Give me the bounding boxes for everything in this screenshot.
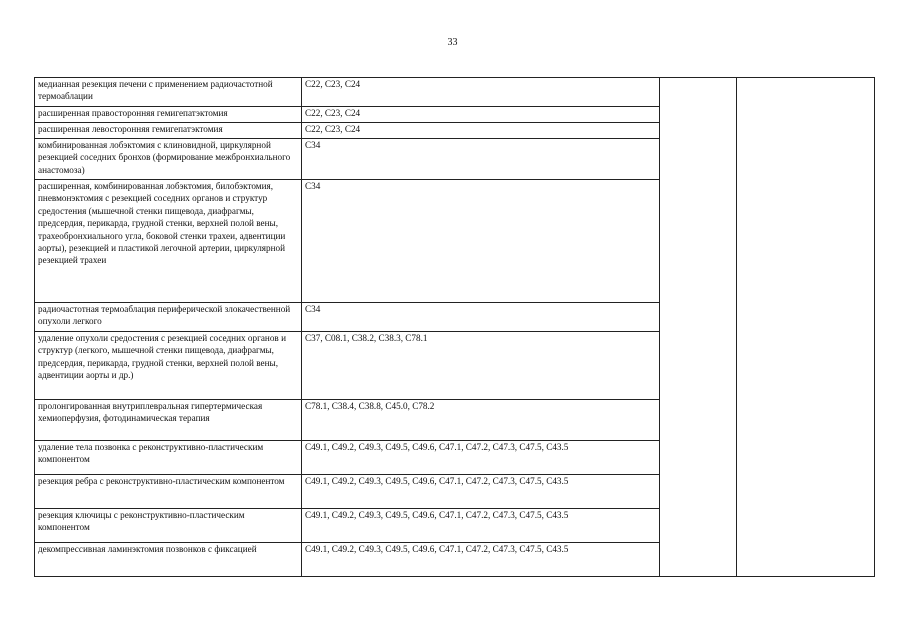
codes-cell (302, 475, 660, 509)
codes-cell (302, 78, 660, 107)
codes-cell (302, 123, 660, 139)
procedure-cell (35, 123, 302, 139)
procedure-cell (35, 475, 302, 509)
procedure-cell (35, 180, 302, 303)
diagnosis-codes: C78.1, C38.4, C38.8, C45.0, C78.2 (305, 401, 435, 411)
diagnosis-codes: C34 (305, 140, 321, 150)
codes-cell (302, 400, 660, 441)
procedure-cell (35, 332, 302, 400)
procedure-text: расширенная левосторонняя гемигепатэктомия (38, 124, 223, 134)
diagnosis-codes: C49.1, C49.2, C49.3, C49.5, C49.6, C47.1, C47.2, C47.3, C47.5, C43.5 (305, 544, 569, 554)
diagnosis-codes: C22, C23, C24 (305, 108, 361, 118)
procedure-text: декомпрессивная ламинэктомия позвонков с фиксацией (38, 544, 257, 554)
diagnosis-codes: C49.1, C49.2, C49.3, C49.5, C49.6, C47.1, C47.2, C47.3, C47.5, C43.5 (305, 510, 569, 520)
procedure-text: расширенная правосторонняя гемигепатэктомия (38, 108, 228, 118)
procedure-text: резекция ребра с реконструктивно-пластическим компонентом (38, 476, 285, 486)
procedure-cell (35, 107, 302, 123)
procedure-text: резекция ключицы с реконструктивно-пластическим компонентом (38, 510, 245, 533)
procedure-cell (35, 400, 302, 441)
codes-cell (302, 107, 660, 123)
codes-cell (302, 180, 660, 303)
procedure-cell (35, 139, 302, 180)
table-row (35, 78, 875, 107)
diagnosis-codes: C22, C23, C24 (305, 124, 361, 134)
codes-cell (302, 303, 660, 332)
procedure-cell (35, 509, 302, 543)
codes-cell (302, 509, 660, 543)
empty-column-3 (660, 78, 737, 577)
procedures-table (34, 77, 875, 577)
procedure-text: удаление тела позвонка с реконструктивно-пластическим компонентом (38, 442, 264, 465)
procedure-cell (35, 78, 302, 107)
procedure-cell (35, 303, 302, 332)
procedure-text: пролонгированная внутриплевральная гипертермическая хемиоперфузия, фотодинамическая терапия (38, 401, 263, 424)
procedure-text: радиочастотная термоаблация периферической злокачественной опухоли легкого (38, 304, 291, 327)
page-number: 33 (447, 37, 458, 48)
diagnosis-codes: C34 (305, 181, 321, 191)
diagnosis-codes: C49.1, C49.2, C49.3, C49.5, C49.6, C47.1, C47.2, C47.3, C47.5, C43.5 (305, 442, 569, 452)
diagnosis-codes: C22, C23, C24 (305, 79, 361, 89)
diagnosis-codes: C34 (305, 304, 321, 314)
codes-cell (302, 139, 660, 180)
procedure-text: медианная резекция печени с применением радиочастотной термоаблации (38, 79, 273, 102)
procedure-cell (35, 543, 302, 577)
empty-column-4 (737, 78, 875, 577)
procedure-text: удаление опухоли средостения с резекцией соседних органов и структур (легкого, мышечной стенки пищевода, диафрагмы, предсердия, перикарда, грудной стенки, верхней полой вены, адвентиции аорты и др.) (38, 333, 286, 381)
procedure-text: расширенная, комбинированная лобэктомия, билобэктомия, пневмонэктомия с резекцией соседних органов и структур средостения (мышечной стенки пищевода, диафрагмы, предсердия, перикарда, грудной стенки, верхней полой вены, трахеобронхиального угла, боковой стенки трахеи, адвентиции аорты), резекцией и пластикой легочной артерии, циркулярной резекцией трахеи (38, 181, 286, 266)
diagnosis-codes: C37, C08.1, C38.2, C38.3, C78.1 (305, 333, 428, 343)
diagnosis-codes: C49.1, C49.2, C49.3, C49.5, C49.6, C47.1, C47.2, C47.3, C47.5, C43.5 (305, 476, 569, 486)
procedure-cell (35, 441, 302, 475)
codes-cell (302, 441, 660, 475)
codes-cell (302, 332, 660, 400)
codes-cell (302, 543, 660, 577)
procedure-text: комбинированная лобэктомия с клиновидной, циркулярной резекцией соседних бронхов (формирование межбронхиального анастомоза) (38, 140, 291, 175)
